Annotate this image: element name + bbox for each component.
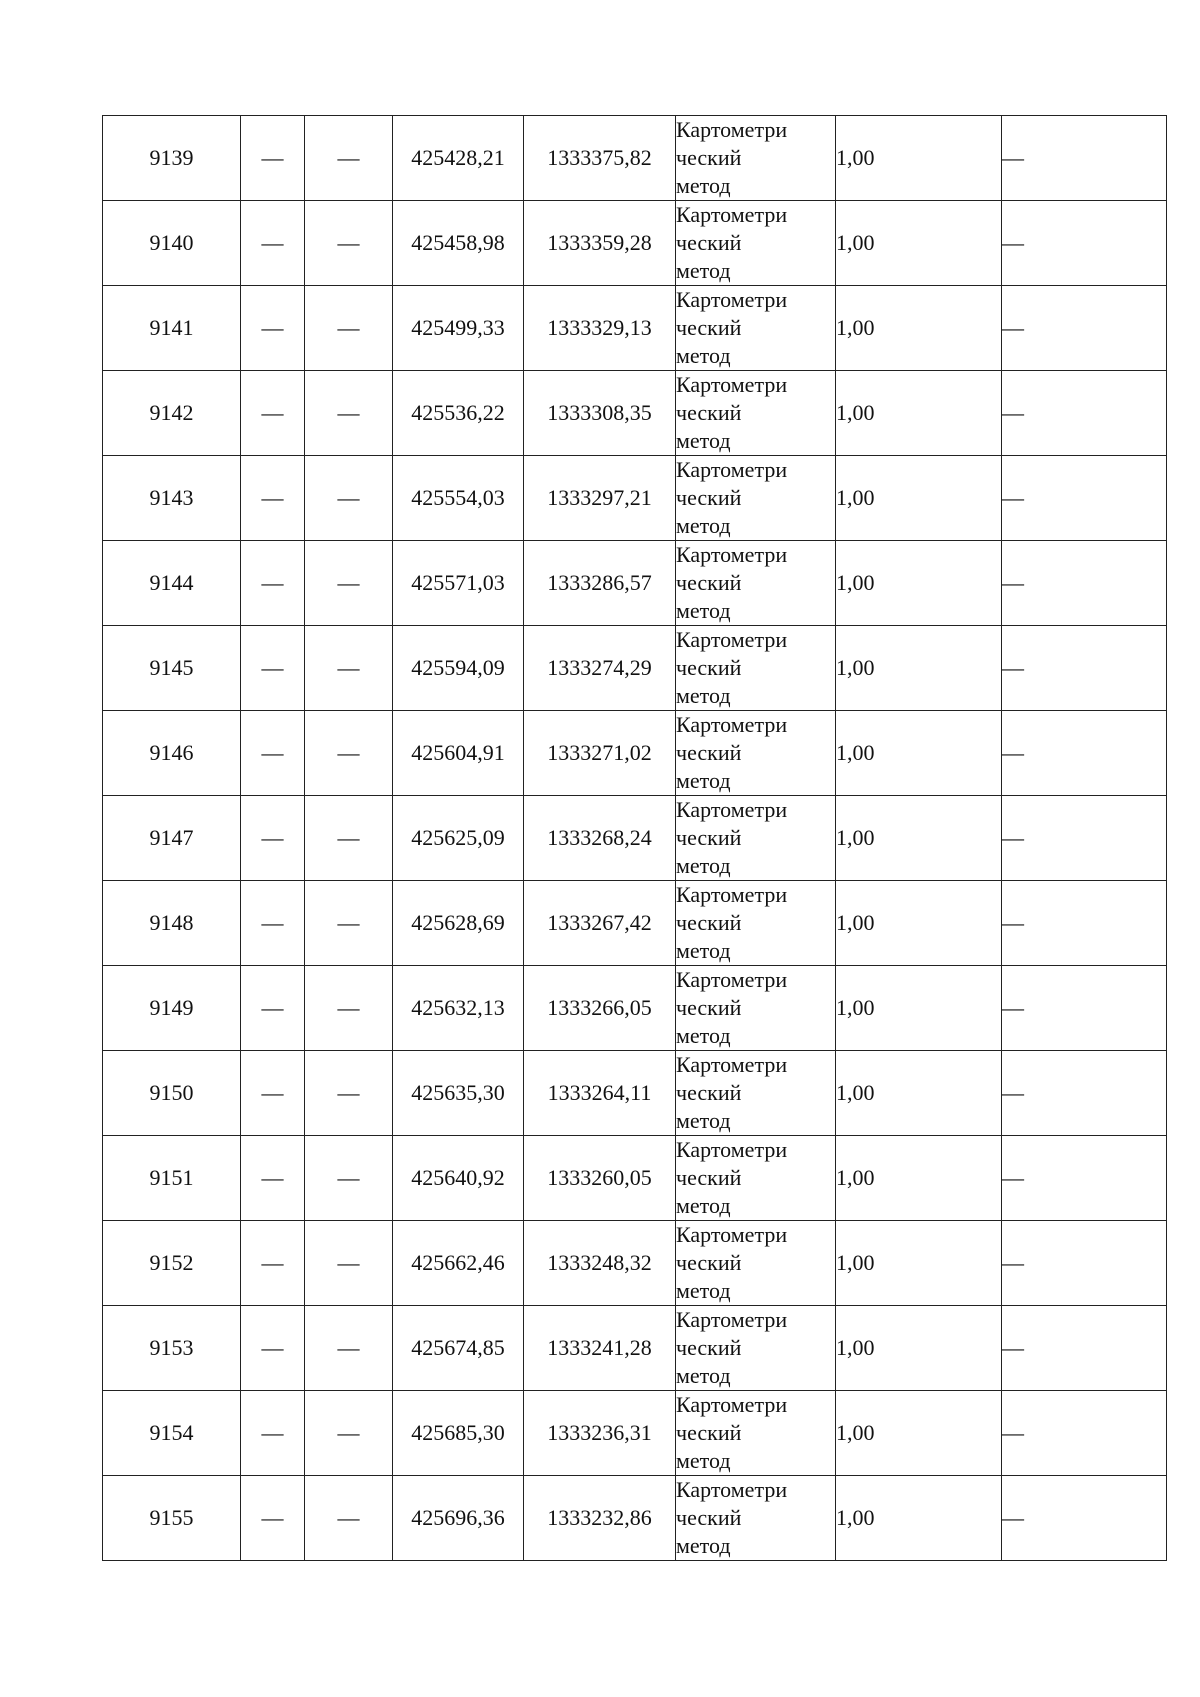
empty-dash-cell: — — [305, 1306, 393, 1391]
x-coordinate-cell: 425554,03 — [393, 456, 524, 541]
table-body — [103, 116, 1167, 1561]
method-cell — [676, 626, 836, 711]
y-coordinate-cell: 1333267,42 — [524, 881, 676, 966]
empty-dash-cell: — — [241, 1051, 305, 1136]
x-coordinate-cell: 425662,46 — [393, 1221, 524, 1306]
empty-dash-cell: — — [305, 1391, 393, 1476]
point-number-cell: 9143 — [103, 456, 241, 541]
method-text-line: метод — [676, 258, 731, 283]
method-text-line: Картометри — [676, 542, 788, 567]
method-text-line: Картометри — [676, 1307, 788, 1332]
point-number-cell: 9152 — [103, 1221, 241, 1306]
empty-dash-cell: — — [241, 116, 305, 201]
empty-dash-cell: — — [305, 881, 393, 966]
accuracy-cell: 1,00 — [836, 1051, 1002, 1136]
method-text-line: ческий — [676, 230, 742, 255]
method-text-line: ческий — [676, 1080, 742, 1105]
table-row — [103, 796, 1167, 881]
method-cell — [676, 796, 836, 881]
method-text-line: ческий — [676, 315, 742, 340]
method-text-line: ческий — [676, 400, 742, 425]
method-text-line: ческий — [676, 1165, 742, 1190]
point-number-cell: 9146 — [103, 711, 241, 796]
method-cell — [676, 541, 836, 626]
method-cell — [676, 286, 836, 371]
empty-dash-cell: — — [305, 201, 393, 286]
x-coordinate-cell: 425499,33 — [393, 286, 524, 371]
method-text-line: ческий — [676, 740, 742, 765]
accuracy-cell: 1,00 — [836, 966, 1002, 1051]
empty-dash-cell: — — [305, 966, 393, 1051]
table-row — [103, 541, 1167, 626]
method-cell — [676, 1051, 836, 1136]
x-coordinate-cell: 425635,30 — [393, 1051, 524, 1136]
method-text-line: метод — [676, 428, 731, 453]
empty-dash-cell: — — [305, 541, 393, 626]
method-text-line: Картометри — [676, 1052, 788, 1077]
empty-dash-cell: — — [305, 1221, 393, 1306]
method-text-line: метод — [676, 1023, 731, 1048]
empty-dash-cell: — — [305, 626, 393, 711]
method-text-line: метод — [676, 1363, 731, 1388]
point-number-cell: 9155 — [103, 1476, 241, 1561]
empty-dash-cell: — — [1002, 1221, 1167, 1306]
point-number-cell: 9139 — [103, 116, 241, 201]
empty-dash-cell: — — [1002, 1051, 1167, 1136]
x-coordinate-cell: 425674,85 — [393, 1306, 524, 1391]
method-text-line: Картометри — [676, 1392, 788, 1417]
method-cell — [676, 966, 836, 1051]
empty-dash-cell: — — [1002, 286, 1167, 371]
method-text-line: метод — [676, 938, 731, 963]
method-text-line: Картометри — [676, 797, 788, 822]
point-number-cell: 9151 — [103, 1136, 241, 1221]
table-row — [103, 1476, 1167, 1561]
method-text-line: Картометри — [676, 1477, 788, 1502]
y-coordinate-cell: 1333236,31 — [524, 1391, 676, 1476]
method-text-line: метод — [676, 1108, 731, 1133]
method-cell — [676, 1306, 836, 1391]
empty-dash-cell: — — [1002, 541, 1167, 626]
point-number-cell: 9148 — [103, 881, 241, 966]
empty-dash-cell: — — [241, 541, 305, 626]
accuracy-cell: 1,00 — [836, 1221, 1002, 1306]
method-text-line: Картометри — [676, 627, 788, 652]
accuracy-cell: 1,00 — [836, 456, 1002, 541]
empty-dash-cell: — — [241, 626, 305, 711]
table-row — [103, 626, 1167, 711]
table-row — [103, 456, 1167, 541]
accuracy-cell: 1,00 — [836, 1391, 1002, 1476]
x-coordinate-cell: 425640,92 — [393, 1136, 524, 1221]
method-text-line: ческий — [676, 1335, 742, 1360]
y-coordinate-cell: 1333241,28 — [524, 1306, 676, 1391]
empty-dash-cell: — — [1002, 966, 1167, 1051]
empty-dash-cell: — — [1002, 796, 1167, 881]
method-text-line: метод — [676, 768, 731, 793]
empty-dash-cell: — — [305, 711, 393, 796]
method-text-line: ческий — [676, 145, 742, 170]
method-text-line: метод — [676, 1193, 731, 1218]
empty-dash-cell: — — [241, 201, 305, 286]
empty-dash-cell: — — [241, 371, 305, 456]
method-cell — [676, 1221, 836, 1306]
table-row — [103, 711, 1167, 796]
empty-dash-cell: — — [241, 711, 305, 796]
method-text-line: Картометри — [676, 117, 788, 142]
table-row — [103, 116, 1167, 201]
empty-dash-cell: — — [305, 456, 393, 541]
point-number-cell: 9153 — [103, 1306, 241, 1391]
y-coordinate-cell: 1333266,05 — [524, 966, 676, 1051]
table-row — [103, 286, 1167, 371]
accuracy-cell: 1,00 — [836, 541, 1002, 626]
method-text-line: ческий — [676, 825, 742, 850]
accuracy-cell: 1,00 — [836, 796, 1002, 881]
method-cell — [676, 1136, 836, 1221]
method-cell — [676, 201, 836, 286]
y-coordinate-cell: 1333271,02 — [524, 711, 676, 796]
method-cell — [676, 1391, 836, 1476]
y-coordinate-cell: 1333264,11 — [524, 1051, 676, 1136]
empty-dash-cell: — — [305, 371, 393, 456]
accuracy-cell: 1,00 — [836, 286, 1002, 371]
accuracy-cell: 1,00 — [836, 626, 1002, 711]
y-coordinate-cell: 1333308,35 — [524, 371, 676, 456]
empty-dash-cell: — — [241, 966, 305, 1051]
accuracy-cell: 1,00 — [836, 201, 1002, 286]
empty-dash-cell: — — [241, 1391, 305, 1476]
x-coordinate-cell: 425428,21 — [393, 116, 524, 201]
empty-dash-cell: — — [241, 1306, 305, 1391]
accuracy-cell: 1,00 — [836, 116, 1002, 201]
empty-dash-cell: — — [1002, 201, 1167, 286]
empty-dash-cell: — — [1002, 1306, 1167, 1391]
method-text-line: метод — [676, 173, 731, 198]
method-text-line: ческий — [676, 485, 742, 510]
y-coordinate-cell: 1333268,24 — [524, 796, 676, 881]
method-text-line: Картометри — [676, 287, 788, 312]
accuracy-cell: 1,00 — [836, 881, 1002, 966]
empty-dash-cell: — — [305, 1051, 393, 1136]
method-text-line: Картометри — [676, 202, 788, 227]
y-coordinate-cell: 1333297,21 — [524, 456, 676, 541]
method-text-line: Картометри — [676, 1137, 788, 1162]
method-cell — [676, 371, 836, 456]
method-text-line: метод — [676, 683, 731, 708]
y-coordinate-cell: 1333248,32 — [524, 1221, 676, 1306]
empty-dash-cell: — — [241, 1221, 305, 1306]
table-row — [103, 371, 1167, 456]
y-coordinate-cell: 1333260,05 — [524, 1136, 676, 1221]
y-coordinate-cell: 1333232,86 — [524, 1476, 676, 1561]
accuracy-cell: 1,00 — [836, 1476, 1002, 1561]
x-coordinate-cell: 425604,91 — [393, 711, 524, 796]
method-text-line: Картометри — [676, 1222, 788, 1247]
empty-dash-cell: — — [241, 456, 305, 541]
empty-dash-cell: — — [241, 1136, 305, 1221]
table-row — [103, 1051, 1167, 1136]
method-text-line: метод — [676, 1533, 731, 1558]
method-cell — [676, 881, 836, 966]
table-row — [103, 1306, 1167, 1391]
method-cell — [676, 711, 836, 796]
empty-dash-cell: — — [1002, 1136, 1167, 1221]
point-number-cell: 9141 — [103, 286, 241, 371]
point-number-cell: 9150 — [103, 1051, 241, 1136]
empty-dash-cell: — — [1002, 1476, 1167, 1561]
method-text-line: ческий — [676, 1250, 742, 1275]
y-coordinate-cell: 1333274,29 — [524, 626, 676, 711]
y-coordinate-cell: 1333329,13 — [524, 286, 676, 371]
y-coordinate-cell: 1333375,82 — [524, 116, 676, 201]
empty-dash-cell: — — [1002, 456, 1167, 541]
empty-dash-cell: — — [241, 796, 305, 881]
table-row — [103, 966, 1167, 1051]
method-text-line: Картометри — [676, 712, 788, 737]
accuracy-cell: 1,00 — [836, 711, 1002, 796]
empty-dash-cell: — — [241, 1476, 305, 1561]
method-text-line: метод — [676, 853, 731, 878]
empty-dash-cell: — — [241, 881, 305, 966]
table-row — [103, 1391, 1167, 1476]
accuracy-cell: 1,00 — [836, 1306, 1002, 1391]
empty-dash-cell: — — [1002, 371, 1167, 456]
table-row — [103, 881, 1167, 966]
method-text-line: Картометри — [676, 457, 788, 482]
empty-dash-cell: — — [1002, 711, 1167, 796]
empty-dash-cell: — — [305, 796, 393, 881]
method-text-line: метод — [676, 598, 731, 623]
method-text-line: метод — [676, 1278, 731, 1303]
method-text-line: метод — [676, 343, 731, 368]
x-coordinate-cell: 425625,09 — [393, 796, 524, 881]
x-coordinate-cell: 425696,36 — [393, 1476, 524, 1561]
y-coordinate-cell: 1333359,28 — [524, 201, 676, 286]
point-number-cell: 9145 — [103, 626, 241, 711]
x-coordinate-cell: 425685,30 — [393, 1391, 524, 1476]
method-text-line: ческий — [676, 655, 742, 680]
method-text-line: ческий — [676, 1420, 742, 1445]
empty-dash-cell: — — [1002, 1391, 1167, 1476]
method-text-line: Картометри — [676, 372, 788, 397]
method-text-line: Картометри — [676, 882, 788, 907]
table-row — [103, 1136, 1167, 1221]
method-text-line: ческий — [676, 910, 742, 935]
method-text-line: метод — [676, 1448, 731, 1473]
accuracy-cell: 1,00 — [836, 371, 1002, 456]
method-text-line: метод — [676, 513, 731, 538]
empty-dash-cell: — — [305, 1476, 393, 1561]
point-number-cell: 9142 — [103, 371, 241, 456]
y-coordinate-cell: 1333286,57 — [524, 541, 676, 626]
accuracy-cell: 1,00 — [836, 1136, 1002, 1221]
coordinates-table — [102, 115, 1167, 1561]
point-number-cell: 9144 — [103, 541, 241, 626]
method-cell — [676, 1476, 836, 1561]
x-coordinate-cell: 425632,13 — [393, 966, 524, 1051]
point-number-cell: 9140 — [103, 201, 241, 286]
empty-dash-cell: — — [1002, 881, 1167, 966]
point-number-cell: 9149 — [103, 966, 241, 1051]
x-coordinate-cell: 425458,98 — [393, 201, 524, 286]
point-number-cell: 9147 — [103, 796, 241, 881]
method-text-line: ческий — [676, 1505, 742, 1530]
x-coordinate-cell: 425628,69 — [393, 881, 524, 966]
empty-dash-cell: — — [1002, 626, 1167, 711]
empty-dash-cell: — — [241, 286, 305, 371]
empty-dash-cell: — — [305, 1136, 393, 1221]
method-cell — [676, 456, 836, 541]
x-coordinate-cell: 425536,22 — [393, 371, 524, 456]
method-text-line: ческий — [676, 570, 742, 595]
method-text-line: Картометри — [676, 967, 788, 992]
empty-dash-cell: — — [1002, 116, 1167, 201]
empty-dash-cell: — — [305, 116, 393, 201]
point-number-cell: 9154 — [103, 1391, 241, 1476]
x-coordinate-cell: 425594,09 — [393, 626, 524, 711]
method-text-line: ческий — [676, 995, 742, 1020]
method-cell — [676, 116, 836, 201]
x-coordinate-cell: 425571,03 — [393, 541, 524, 626]
empty-dash-cell: — — [305, 286, 393, 371]
table-row — [103, 201, 1167, 286]
table-row — [103, 1221, 1167, 1306]
